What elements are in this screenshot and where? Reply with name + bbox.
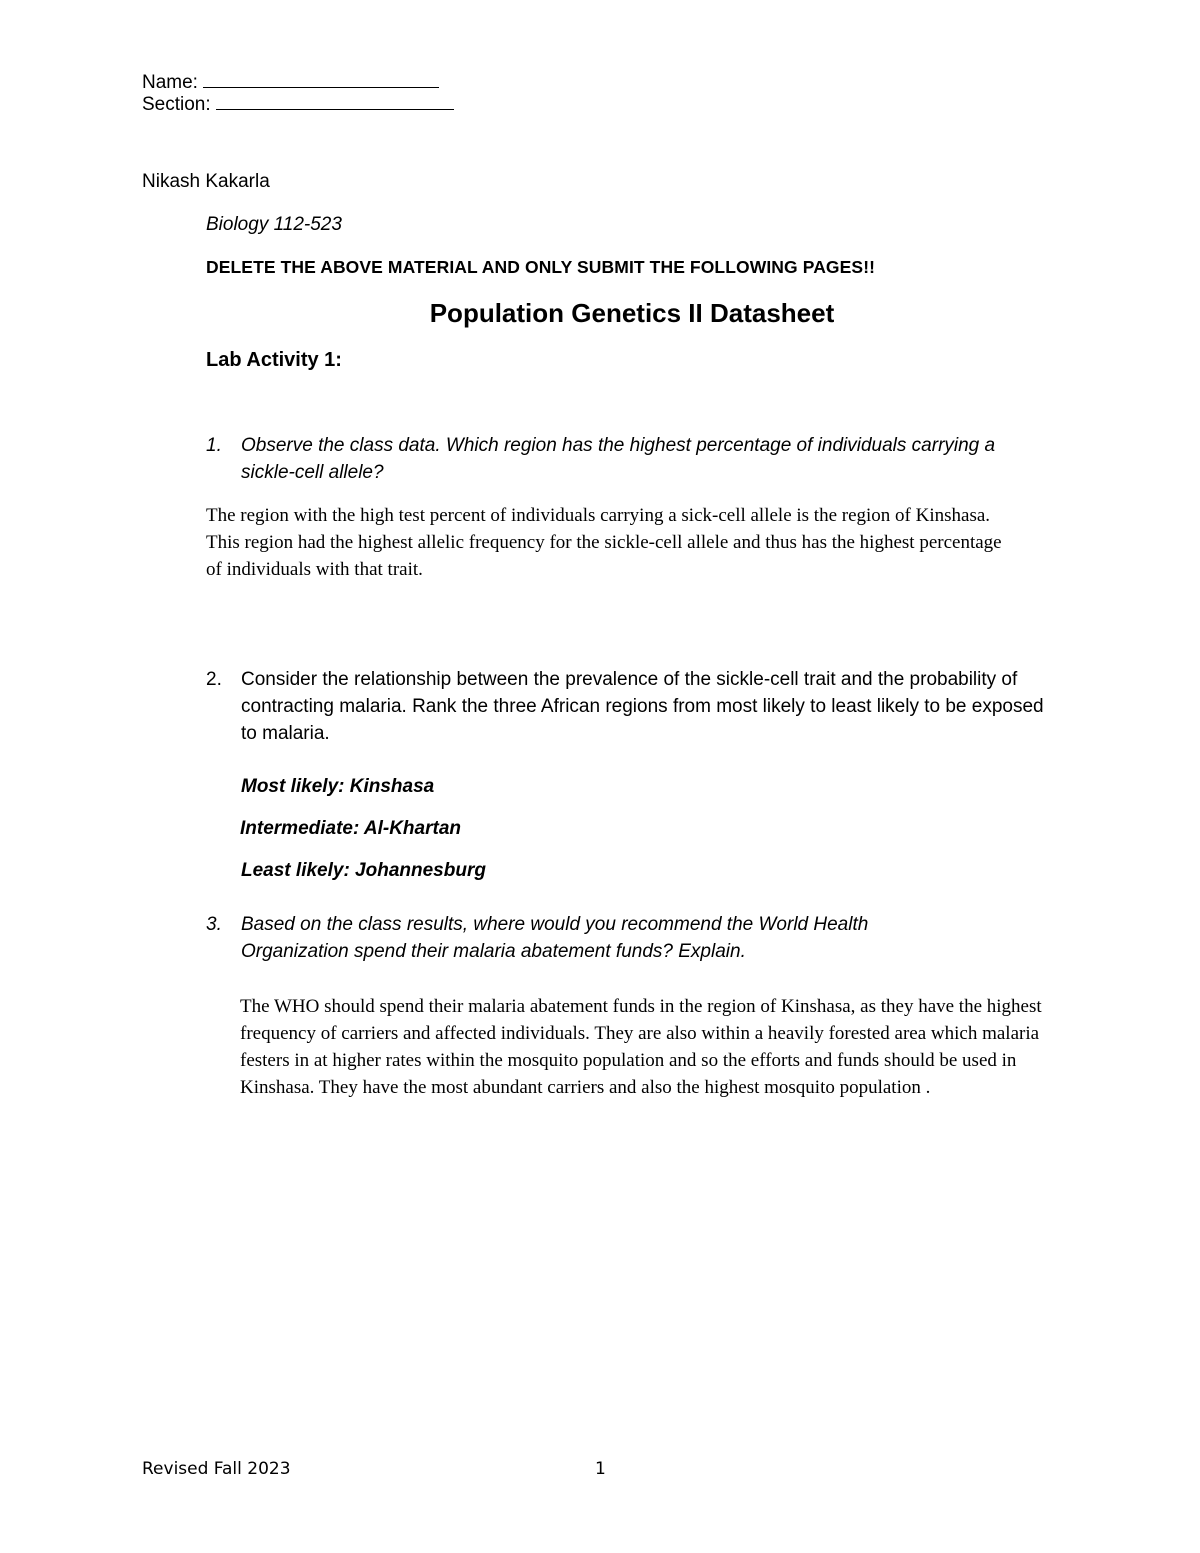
rank-least-likely: Least likely: Johannesburg xyxy=(241,860,486,881)
course-label: Biology 112-523 xyxy=(206,214,342,235)
section-blank-line xyxy=(216,95,454,110)
name-label: Name: xyxy=(142,72,198,93)
question-3-text: Based on the class results, where would you recommend the World Health Organization spend their malaria abatement funds? Explain. xyxy=(241,914,869,962)
footer-revision: Revised Fall 2023 xyxy=(142,1459,291,1479)
rank-most-likely: Most likely: Kinshasa xyxy=(241,776,435,797)
question-1-number: 1. xyxy=(206,435,222,456)
delete-warning: DELETE THE ABOVE MATERIAL AND ONLY SUBMIT THE FOLLOWING PAGES!! xyxy=(206,257,876,277)
name-blank-line xyxy=(203,73,439,88)
section-label: Section: xyxy=(142,94,211,115)
section-heading: Lab Activity 1: xyxy=(206,349,342,371)
name-field xyxy=(142,72,439,94)
question-2-text: Consider the relationship between the prevalence of the sickle-cell trait and the probability of contracting malaria. Rank the three African regions from most likely to least likely to be exposed to malaria. xyxy=(241,669,1044,744)
rank-intermediate: Intermediate: Al-Khartan xyxy=(240,818,461,839)
question-1-text: Observe the class data. Which region has the highest percentage of individuals carrying a sickle-cell allele? xyxy=(241,435,996,483)
question-2-number: 2. xyxy=(206,669,222,690)
section-field xyxy=(142,94,454,116)
question-3-answer: The WHO should spend their malaria abatement funds in the region of Kinshasa, as they have the highest frequency of carriers and affected individuals. They are also within a heavily forested area which malaria festers in at higher rates within the mosquito population and so the efforts and funds should be used in Kinshasa. They have the most abundant carriers and also the highest mosquito population . xyxy=(240,996,1042,1098)
page-title: Population Genetics II Datasheet xyxy=(429,298,835,328)
question-1-answer: The region with the high test percent of individuals carrying a sick-cell allele is the region of Kinshasa. This region had the highest allelic frequency for the sickle-cell allele and thus has the highest percentage of individuals with that trait. xyxy=(206,505,1002,580)
footer-page-number: 1 xyxy=(595,1459,606,1479)
author-name: Nikash Kakarla xyxy=(142,171,270,192)
question-3-number: 3. xyxy=(206,914,222,935)
